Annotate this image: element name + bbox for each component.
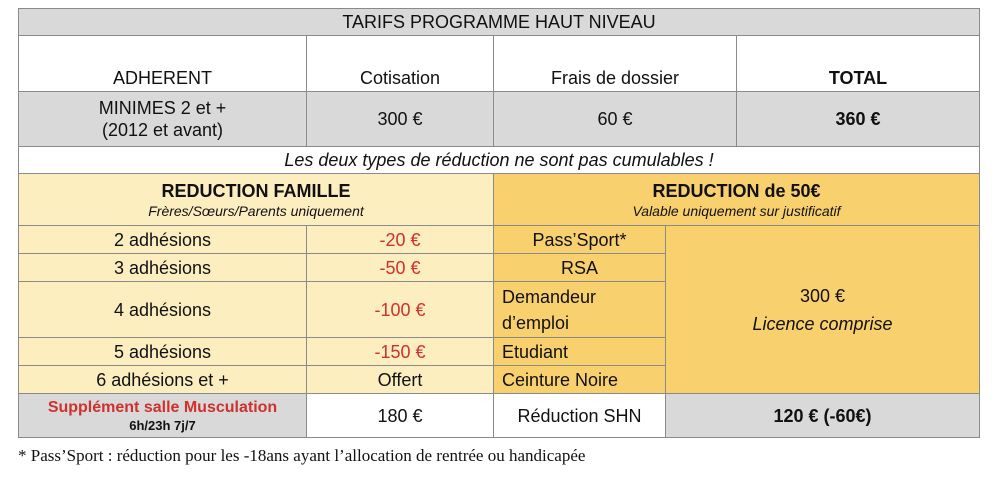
famille-row-label: 3 adhésions xyxy=(19,254,307,282)
famille-subtitle: Frères/Sœurs/Parents uniquement xyxy=(148,202,364,219)
category-cell xyxy=(19,92,307,147)
reduction50-item xyxy=(494,282,666,338)
famille-row-label: 5 adhésions xyxy=(19,338,307,366)
famille-row-label: 6 adhésions et + xyxy=(19,366,307,394)
shn-label: Réduction SHN xyxy=(494,394,666,438)
column-header-cotisation: Cotisation xyxy=(307,36,494,92)
reduction50-item: Etudiant xyxy=(494,338,666,366)
notice-text: Les deux types de réduction ne sont pas cumulables ! xyxy=(19,147,980,174)
musculation-cell xyxy=(19,394,307,438)
reduction50-header xyxy=(494,174,980,226)
reduction50-price-note: Licence comprise xyxy=(752,313,893,334)
reduction50-item: Ceinture Noire xyxy=(494,366,666,394)
musculation-label: Supplément salle Musculation xyxy=(47,398,278,416)
frais-value: 60 € xyxy=(494,92,737,147)
footnote: * Pass’Sport : réduction pour les -18ans ayant l’allocation de rentrée ou handicapée xyxy=(18,446,586,465)
reduction50-title: REDUCTION de 50€ xyxy=(652,180,821,201)
famille-row-value: -100 € xyxy=(307,282,494,338)
column-header-adherent: ADHERENT xyxy=(19,36,307,92)
shn-price: 120 € (-60€) xyxy=(666,394,980,438)
total-value: 360 € xyxy=(737,92,980,147)
reduction50-price: 300 € xyxy=(799,285,846,306)
reduction50-item-line: Demandeur xyxy=(502,286,597,307)
famille-row-label: 2 adhésions xyxy=(19,226,307,254)
famille-row-value: -50 € xyxy=(307,254,494,282)
reduction50-item: RSA xyxy=(494,254,666,282)
musculation-price: 180 € xyxy=(307,394,494,438)
famille-title: REDUCTION FAMILLE xyxy=(161,180,351,201)
reduction50-subtitle: Valable uniquement sur justificatif xyxy=(632,202,841,219)
musculation-hours: 6h/23h 7j/7 xyxy=(129,417,196,433)
famille-row-value: Offert xyxy=(307,366,494,394)
reduction50-item-line: d’emploi xyxy=(502,312,570,333)
column-header-frais: Frais de dossier xyxy=(494,36,737,92)
category-line1: MINIMES 2 et + xyxy=(98,98,227,118)
famille-row-value: -20 € xyxy=(307,226,494,254)
column-header-total: TOTAL xyxy=(737,36,980,92)
reduction50-price-cell xyxy=(666,226,980,394)
reduction50-item: Pass’Sport* xyxy=(494,226,666,254)
famille-row-label: 4 adhésions xyxy=(19,282,307,338)
category-line2: (2012 et avant) xyxy=(101,120,224,140)
pricing-table xyxy=(18,8,979,438)
table-title: TARIFS PROGRAMME HAUT NIVEAU xyxy=(19,9,980,36)
famille-header xyxy=(19,174,494,226)
famille-row-value: -150 € xyxy=(307,338,494,366)
cotisation-value: 300 € xyxy=(307,92,494,147)
